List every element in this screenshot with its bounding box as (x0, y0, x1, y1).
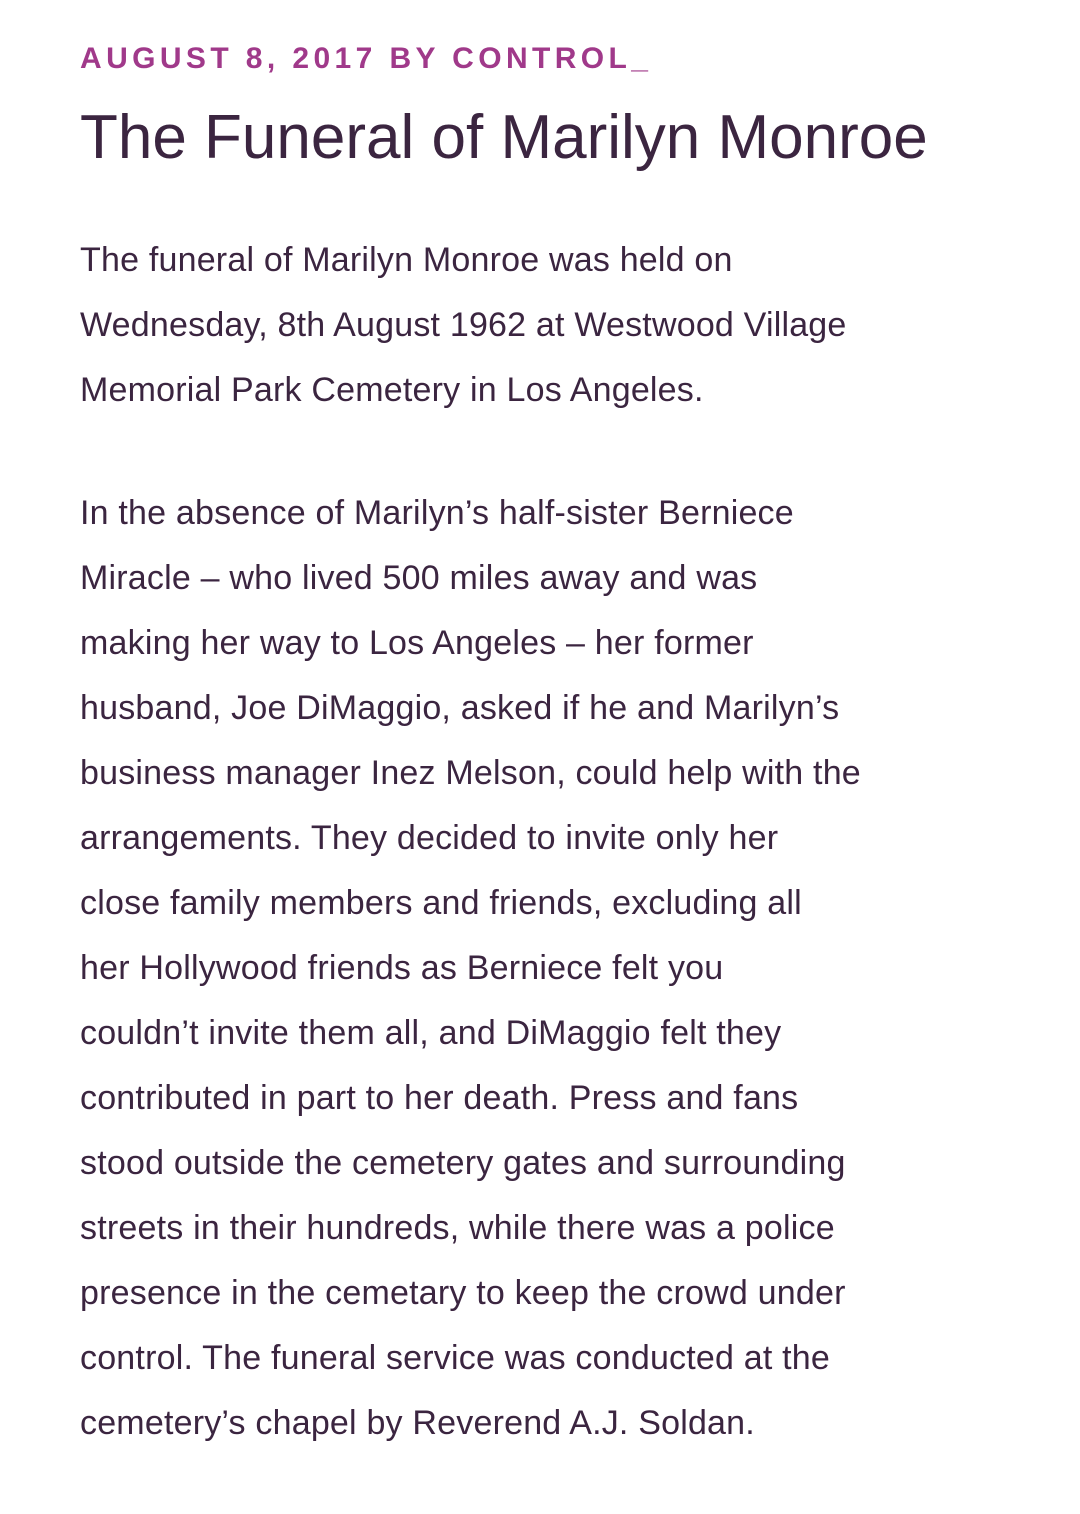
post-date-link[interactable]: AUGUST 8, 2017 (80, 42, 377, 75)
blog-post (80, 36, 1020, 1514)
paragraph-line: making her way to Los Angeles – her former (80, 624, 754, 662)
paragraph-line: stood outside the cemetery gates and surrounding (80, 1144, 846, 1182)
paragraph-line: arrangements. They decided to invite only her (80, 819, 779, 857)
paragraph-line: Memorial Park Cemetery in Los Angeles. (80, 371, 704, 409)
post-meta (80, 36, 1020, 82)
paragraph-line: streets in their hundreds, while there was a police (80, 1209, 835, 1247)
paragraph-line: couldn’t invite them all, and DiMaggio felt they (80, 1014, 782, 1052)
paragraph-line: cemetery’s chapel by Reverend A.J. Soldan. (80, 1404, 755, 1442)
paragraph-line: close family members and friends, excluding all (80, 884, 802, 922)
paragraph-1 (80, 228, 1020, 423)
paragraph-line: husband, Joe DiMaggio, asked if he and Marilyn’s (80, 689, 840, 727)
paragraph-line: Miracle – who lived 500 miles away and was (80, 559, 758, 597)
paragraph-line: In the absence of Marilyn’s half-sister Berniece (80, 494, 794, 532)
paragraph-line: her Hollywood friends as Berniece felt you (80, 949, 724, 987)
post-title: The Funeral of Marilyn Monroe (80, 103, 928, 172)
byline-by: BY (389, 42, 440, 75)
paragraph-line: Wednesday, 8th August 1962 at Westwood Village (80, 306, 847, 344)
post-author-link[interactable]: CONTROL_ (452, 42, 653, 75)
paragraph-line: business manager Inez Melson, could help with the (80, 754, 861, 792)
paragraph-line: control. The funeral service was conducted at the (80, 1339, 831, 1377)
post-content (80, 228, 1020, 1456)
paragraph-line: The funeral of Marilyn Monroe was held on (80, 241, 733, 279)
paragraph-line: contributed in part to her death. Press and fans (80, 1079, 799, 1117)
paragraph-line: presence in the cemetary to keep the crowd under (80, 1274, 846, 1312)
paragraph-2 (80, 481, 1020, 1456)
